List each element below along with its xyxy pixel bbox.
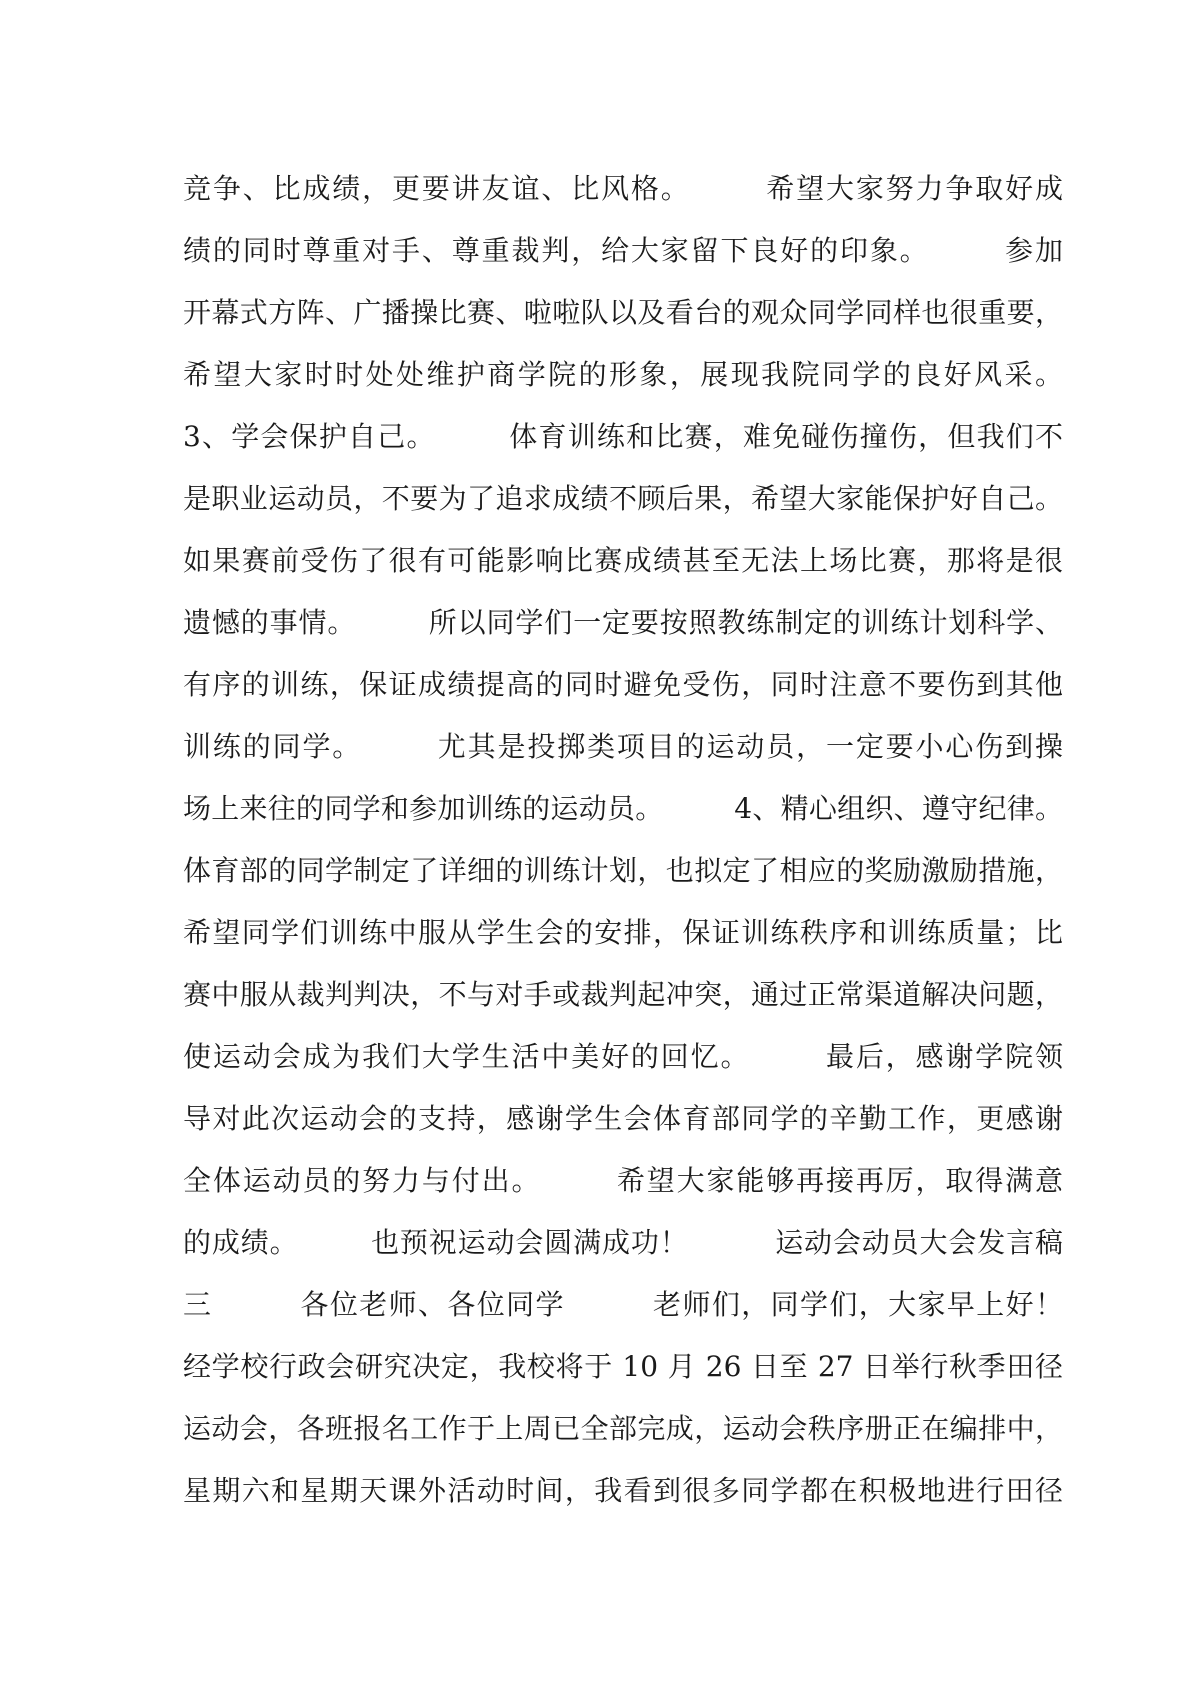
text-line-15: 使运动会成为我们大学生活中美好的回忆。 最后，感谢学院领 [183, 1040, 1063, 1073]
body-text [183, 158, 1063, 1522]
text-line-18: 的成绩。 也预祝运动会圆满成功！ 运动会动员大会发言稿 [183, 1226, 1063, 1259]
text-line-19: 三 各位老师、各位同学 老师们，同学们，大家早上好！ [183, 1288, 1063, 1321]
text-line-22: 星期六和星期天课外活动时间，我看到很多同学都在积极地进行田径 [183, 1474, 1063, 1507]
text-line-13: 希望同学们训练中服从学生会的安排，保证训练秩序和训练质量；比 [183, 916, 1063, 949]
text-line-3: 开幕式方阵、广播操比赛、啦啦队以及看台的观众同学同样也很重要， [183, 296, 1063, 329]
text-line-4: 希望大家时时处处维护商学院的形象，展现我院同学的良好风采。 [183, 358, 1063, 391]
text-line-11: 场上来往的同学和参加训练的运动员。 4、精心组织、遵守纪律。 [183, 792, 1063, 825]
text-line-14: 赛中服从裁判判决，不与对手或裁判起冲突，通过正常渠道解决问题， [183, 978, 1063, 1011]
text-line-20: 经学校行政会研究决定，我校将于 10 月 26 日至 27 日举行秋季田径 [183, 1350, 1063, 1383]
text-line-10: 训练的同学。 尤其是投掷类项目的运动员，一定要小心伤到操 [183, 730, 1063, 763]
text-line-7: 如果赛前受伤了很有可能影响比赛成绩甚至无法上场比赛，那将是很 [183, 544, 1063, 577]
text-line-16: 导对此次运动会的支持，感谢学生会体育部同学的辛勤工作，更感谢 [183, 1102, 1063, 1135]
text-line-9: 有序的训练，保证成绩提高的同时避免受伤，同时注意不要伤到其他 [183, 668, 1063, 701]
text-line-17: 全体运动员的努力与付出。 希望大家能够再接再厉，取得满意 [183, 1164, 1063, 1197]
text-line-12: 体育部的同学制定了详细的训练计划，也拟定了相应的奖励激励措施， [183, 854, 1063, 887]
text-line-21: 运动会，各班报名工作于上周已全部完成，运动会秩序册正在编排中， [183, 1412, 1063, 1445]
text-line-2: 绩的同时尊重对手、尊重裁判，给大家留下良好的印象。 参加 [183, 234, 1063, 267]
text-line-6: 是职业运动员，不要为了追求成绩不顾后果，希望大家能保护好自己。 [183, 482, 1063, 515]
text-line-8: 遗憾的事情。 所以同学们一定要按照教练制定的训练计划科学、 [183, 606, 1063, 639]
text-line-5: 3、学会保护自己。 体育训练和比赛，难免碰伤撞伤，但我们不 [183, 420, 1063, 453]
text-line-1: 竞争、比成绩，更要讲友谊、比风格。 希望大家努力争取好成 [183, 172, 1063, 205]
